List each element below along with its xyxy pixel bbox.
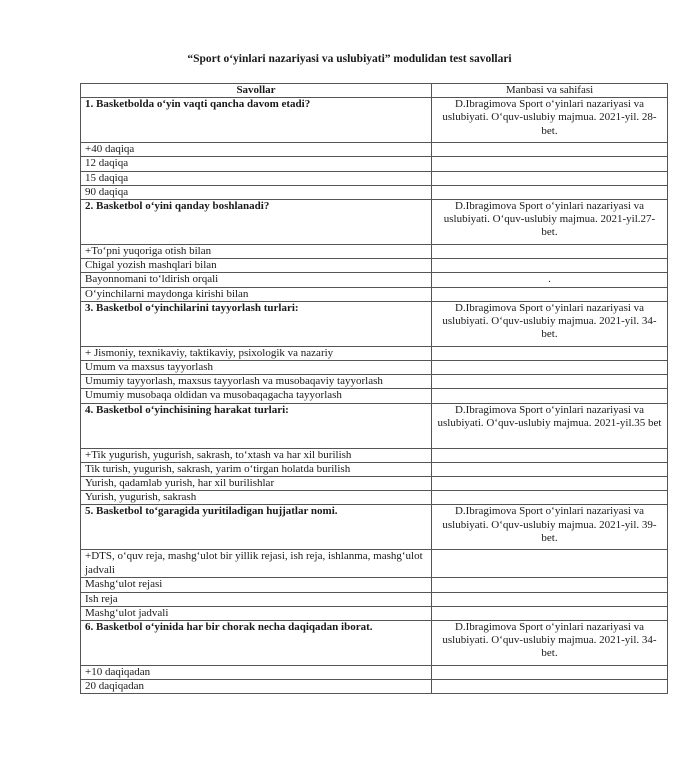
answer-option: Mashg‘ulot rejasi (81, 578, 432, 592)
answer-row (81, 171, 668, 185)
answer-source-cell (432, 680, 668, 694)
answer-source-cell (432, 666, 668, 680)
answer-row (81, 606, 668, 620)
answer-option: O‘yinchilarni maydonga kirishi bilan (81, 287, 432, 301)
answer-option: +DTS, o‘quv reja, mashg‘ulot bir yillik rejasi, ish reja, ishlanma, mashg‘ulot jadvali (81, 550, 432, 578)
answer-row (81, 592, 668, 606)
answer-option: 20 daqiqadan (81, 680, 432, 694)
answer-row (81, 361, 668, 375)
question-source: D.Ibragimova Sport o‘yinlari nazariyasi va uslubiyati. O‘quv-uslubiy majmua. 2021-yil.27-bet. (432, 200, 668, 245)
question-row (81, 200, 668, 245)
answer-row (81, 680, 668, 694)
answer-source-cell (432, 606, 668, 620)
question-row (81, 621, 668, 666)
header-questions: Savollar (81, 84, 432, 98)
answer-source-cell (432, 185, 668, 199)
question-text: 5. Basketbol to‘garagida yuritiladigan hujjatlar nomi. (81, 505, 432, 550)
answer-row (81, 578, 668, 592)
answer-source-cell (432, 550, 668, 578)
question-source: D.Ibragimova Sport o‘yinlari nazariyasi va uslubiyati. O‘quv-uslubiy majmua. 2021-yil. 39-bet. (432, 505, 668, 550)
answer-row (81, 157, 668, 171)
answer-row (81, 375, 668, 389)
answer-source-cell (432, 578, 668, 592)
answer-source-cell (432, 245, 668, 259)
answer-option: Bayonnomani to‘ldirish orqali (81, 273, 432, 287)
answer-option: +Tik yugurish, yugurish, sakrash, to‘xtash va har xil burilish (81, 448, 432, 462)
question-source: D.Ibragimova Sport o‘yinlari nazariyasi va uslubiyati. O‘quv-uslubiy majmua. 2021-yil.35 bet (432, 403, 668, 448)
answer-source-cell (432, 143, 668, 157)
answer-row (81, 448, 668, 462)
answer-option: Yurish, qadamlab yurish, har xil burilishlar (81, 477, 432, 491)
answer-source-cell (432, 389, 668, 403)
answer-option: Ish reja (81, 592, 432, 606)
table-header-row (81, 84, 668, 98)
question-text: 2. Basketbol o‘yini qanday boshlanadi? (81, 200, 432, 245)
answer-option: Yurish, yugurish, sakrash (81, 491, 432, 505)
answer-source-cell (432, 592, 668, 606)
answer-row (81, 287, 668, 301)
question-source: D.Ibragimova Sport o‘yinlari nazariyasi va uslubiyati. O‘quv-uslubiy majmua. 2021-yil. 28-bet. (432, 98, 668, 143)
answer-row (81, 346, 668, 360)
question-source: D.Ibragimova Sport o‘yinlari nazariyasi va uslubiyati. O‘quv-uslubiy majmua. 2021-yil. 34-bet. (432, 301, 668, 346)
test-questions-table (80, 83, 668, 694)
answer-option: + Jismoniy, texnikaviy, taktikaviy, psixologik va nazariy (81, 346, 432, 360)
document-title: “Sport o‘yinlari nazariyasi va uslubiyati” modulidan test savollari (187, 53, 512, 65)
answer-row (81, 185, 668, 199)
answer-row (81, 477, 668, 491)
answer-option: 90 daqiqa (81, 185, 432, 199)
header-source: Manbasi va sahifasi (432, 84, 668, 98)
answer-row (81, 143, 668, 157)
question-row (81, 98, 668, 143)
answer-row (81, 462, 668, 476)
answer-row (81, 259, 668, 273)
answer-option: Umumiy tayyorlash, maxsus tayyorlash va musobaqaviy tayyorlash (81, 375, 432, 389)
answer-option: 12 daqiqa (81, 157, 432, 171)
answer-source-cell: . (432, 273, 668, 287)
question-row (81, 301, 668, 346)
answer-option: 15 daqiqa (81, 171, 432, 185)
answer-option: Tik turish, yugurish, sakrash, yarim o‘tirgan holatda burilish (81, 462, 432, 476)
answer-source-cell (432, 477, 668, 491)
answer-row (81, 491, 668, 505)
answer-option: Umumiy musobaqa oldidan va musobaqagacha tayyorlash (81, 389, 432, 403)
answer-row (81, 245, 668, 259)
answer-row (81, 389, 668, 403)
question-text: 6. Basketbol o‘yinida har bir chorak necha daqiqadan iborat. (81, 621, 432, 666)
answer-option: +To‘pni yuqoriga otish bilan (81, 245, 432, 259)
answer-source-cell (432, 157, 668, 171)
answer-source-cell (432, 491, 668, 505)
answer-source-cell (432, 448, 668, 462)
question-row (81, 505, 668, 550)
question-source: D.Ibragimova Sport o‘yinlari nazariyasi va uslubiyati. O‘quv-uslubiy majmua. 2021-yil. 34-bet. (432, 621, 668, 666)
answer-option: +10 daqiqadan (81, 666, 432, 680)
answer-option: +40 daqiqa (81, 143, 432, 157)
answer-option: Chigal yozish mashqlari bilan (81, 259, 432, 273)
answer-row (81, 666, 668, 680)
answer-source-cell (432, 171, 668, 185)
answer-source-cell (432, 462, 668, 476)
answer-source-cell (432, 259, 668, 273)
answer-option: Mashg‘ulot jadvali (81, 606, 432, 620)
answer-source-cell (432, 375, 668, 389)
answer-source-cell (432, 346, 668, 360)
question-text: 4. Basketbol o‘yinchisining harakat turlari: (81, 403, 432, 448)
question-text: 3. Basketbol o‘yinchilarini tayyorlash turlari: (81, 301, 432, 346)
answer-option: Umum va maxsus tayyorlash (81, 361, 432, 375)
question-text: 1. Basketbolda o‘yin vaqti qancha davom etadi? (81, 98, 432, 143)
answer-source-cell (432, 361, 668, 375)
answer-row (81, 273, 668, 287)
answer-row (81, 550, 668, 578)
answer-source-cell (432, 287, 668, 301)
question-row (81, 403, 668, 448)
